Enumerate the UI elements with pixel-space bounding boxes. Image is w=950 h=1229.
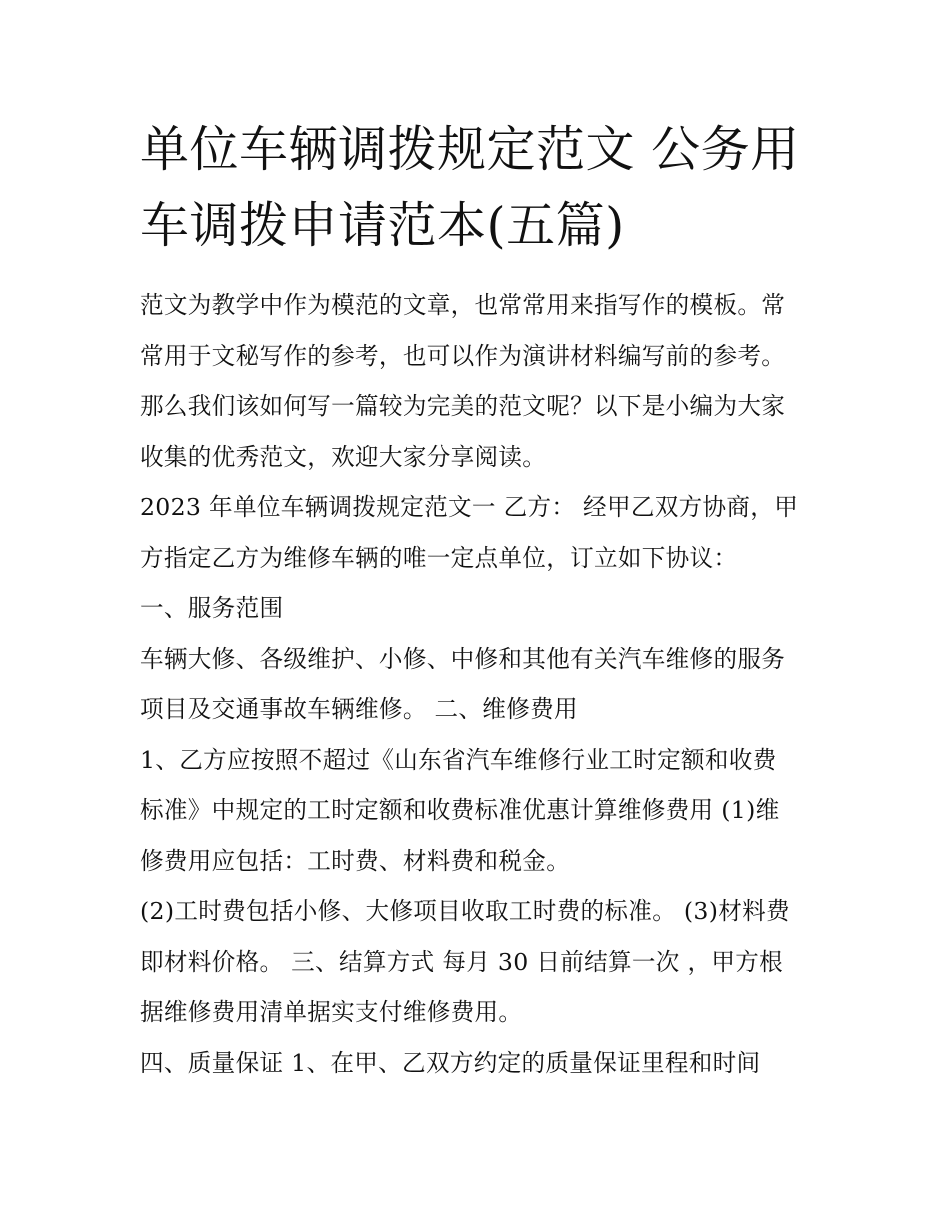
text-line: 常用于文秘写作的参考，也可以作为演讲材料编写前的参考。: [140, 341, 786, 370]
text-line: 1、乙方应按照不超过《山东省汽车维修行业工时定额和收费: [140, 745, 777, 774]
text-line: (2)工时费包括小修、大修项目收取工时费的标准。 (3)材料费: [140, 897, 790, 925]
text-line: 标准》中规定的工时定额和收费标准优惠计算维修费用 (1)维: [140, 796, 780, 824]
text-line: 那么我们该如何写一篇较为完美的范文呢？以下是小编为大家: [140, 392, 786, 420]
document-title: [140, 112, 820, 264]
title-line: 车调拨申请范本(五篇): [140, 197, 625, 254]
document-body: [140, 280, 820, 1088]
text-line: 项目及交通事故车辆维修。 二、维修费用: [140, 695, 578, 723]
text-line: 2023 年单位车辆调拨规定范文一 乙方： 经甲乙双方协商，甲: [140, 493, 799, 521]
text-line: 修费用应包括：工时费、材料费和税金。: [140, 846, 571, 875]
title-line: 单位车辆调拨规定范文 公务用: [140, 121, 800, 178]
text-line: 一、服务范围: [140, 594, 284, 622]
text-line: 据维修费用清单据实支付维修费用。: [140, 998, 523, 1026]
paragraph-quality-guarantee: [140, 1038, 820, 1089]
text-line: 四、质量保证 1、在甲、乙双方约定的质量保证里程和时间: [140, 1048, 761, 1077]
paragraph-fee-details: [140, 886, 820, 1038]
text-line: 范文为教学中作为模范的文章，也常常用来指写作的模板。常: [140, 291, 786, 319]
text-line: 方指定乙方为维修车辆的唯一定点单位，订立如下协议：: [140, 543, 738, 572]
text-line: 车辆大修、各级维护、小修、中修和其他有关汽车维修的服务: [140, 644, 786, 673]
text-line: 收集的优秀范文，欢迎大家分享阅读。: [140, 442, 547, 471]
section-heading-service-scope: [140, 583, 820, 634]
paragraph-intro: [140, 280, 820, 482]
text-line: 即材料价格。 三、结算方式 每月 30 日前结算一次 ，甲方根: [140, 947, 784, 976]
paragraph-service-scope: [140, 634, 820, 735]
paragraph-repair-fees: [140, 735, 820, 887]
paragraph-agreement-intro: [140, 482, 820, 583]
